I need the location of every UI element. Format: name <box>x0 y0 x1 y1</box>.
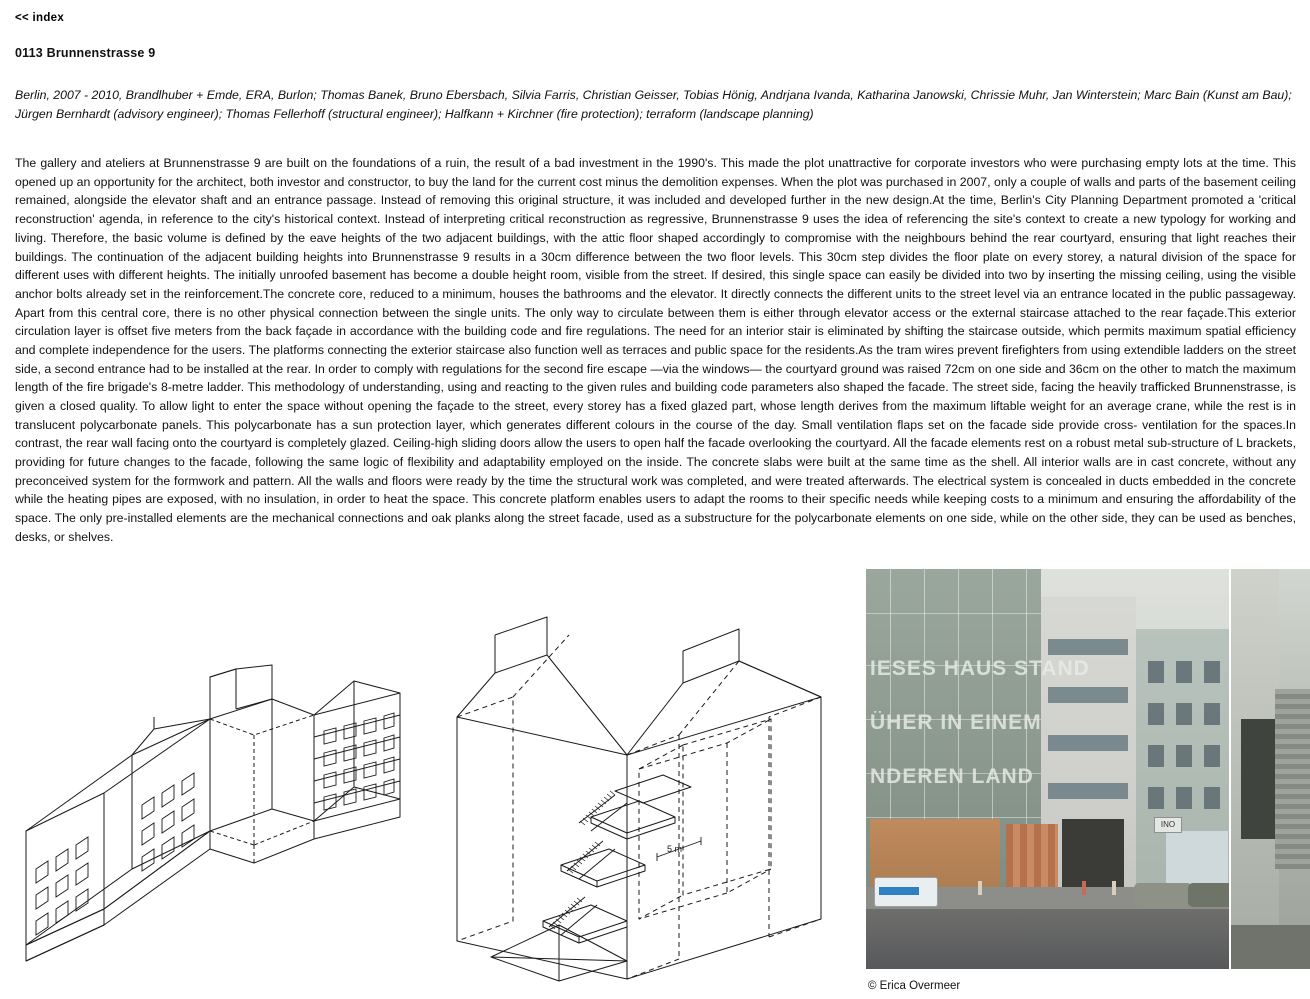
axonometric-volume-drawing <box>14 569 439 989</box>
axonometric-volume-figure <box>14 569 439 989</box>
banner-line-2: ÜHER IN EINEM <box>870 710 1042 734</box>
pedestrian-2 <box>1082 881 1086 895</box>
street-facade-photo <box>866 569 1229 969</box>
parked-car-2 <box>1188 883 1229 907</box>
axonometric-staircase-drawing <box>439 569 864 989</box>
index-back-link[interactable]: << index <box>15 12 65 24</box>
parked-van <box>874 877 938 907</box>
shop-sign: INO <box>1154 817 1182 833</box>
project-description: The gallery and ateliers at Brunnenstrasse 9 are built on the foundations of a ruin, the result of a bad investment in the 1990's. This made the plot unattractive for corporate investors who were purchasing empty lots at the time. This opened up an opportunity for the architect, both investor and constructor, to buy the land for the current cost minus the demolition expenses. When the plot was purchased in 2007, only a couple of walls and parts of the basement ceiling remained, alongside the elevator shaft and an entrance passage. Instead of removing this original structure, it was included and developed further in the new design.At the time, Berlin's City Planning Department promoted a 'critical reconstruction' agenda, in reference to the city's historical context. Instead of interpreting critical reconstruction as regressive, Brunnenstrasse 9 uses the idea of referencing the site's context to create a new typology for working and living. Therefore, the basic volume is defined by the eave heights of the two adjacent buildings, with the attic floor shaped accordingly to compromise with the neighbours behind the rear courtyard, ensuring that light reaches their buildings. The continuation of the adjacent building heights into Brunnenstrasse 9 results in a 30cm difference between the two floor levels. This 30cm step divides the floor plate on every storey, a natural division of the space for different uses with different heights. The initially unroofed basement has become a double height room, visible from the street. If desired, this single space can easily be divided into two by inserting the missing ceiling, using the visible anchor bolts already set in the reinforcement.The concrete core, reduced to a minimum, houses the bathrooms and the elevator. It directly connects the different units to the street level via an entrance located in the public passageway. Apart from this central core, there is no other physical connection between the single units. The only way to circulate between them is either through elevator access or the external staircase attached to the rear façade.This exterior circulation layer is offset five meters from the back façade in accordance with the building code and fire regulations. The need for an interior stair is eliminated by shifting the staircase outside, which permits maximum spatial efficiency and complete independence for the users. The platforms connecting the exterior staircase also function well as terraces and public space for the residents.As the tram wires prevent firefighters from using extendible ladders on the street side, a second entrance had to be installed at the rear. In order to comply with regulations for the second fire escape —via the windows— the courtyard ground was raised 72cm on one side and 36cm on the other to match the maximum length of the fire brigade's 8-metre ladder. This methodology of understanding, using and reacting to the given rules and building code parameters also shaped the facade. The street side, facing the heavily trafficked Brunnenstrasse, is given a closed quality. To allow light to enter the space without opening the façade to the street, every storey has a fixed glazed part, whose length derives from the maximum liftable weight for an average crane, while the rest is in translucent polycarbonate panels. This polycarbonate has a sun protection layer, which generates different colours in the course of the day. Small ventilation flaps set on the facade side provide cross- ventilation for the spaces.In contrast, the rear wall facing onto the courtyard is completely glazed. Ceiling-high sliding doors allow the users to open half the facade overlooking the courtyard. All the facade elements rest on a robust metal sub-structure of L brackets, providing for future changes to the facade, following the same logic of flexibility and adaptability employed on the inside. The concrete slabs were built at the same time as the shell. All interior walls are in cast concrete, without any preconceived system for the formwork and pattern. All the walls and floors were ready by the time the structural work was completed, and were treated afterwards. The electrical system is concealed in ducts embedded in the concrete while the heating pipes are exposed, with no insulation, in order to heat the space. This concrete platform enables users to adapt the rooms to their specific needs while keeping costs to a minimum and ensuring the affordability of the space. The only pre-installed elements are the mechanical connections and oak planks along the street facade, used as a substructure for the polycarbonate elements on one side, while on the other side, they can be used as benches, desks, or shelves. <box>15 156 1296 544</box>
courtyard-staircase-photo <box>1231 569 1310 969</box>
figure-row <box>14 569 1296 999</box>
pedestrian-3 <box>1112 881 1116 895</box>
parked-car-1 <box>1134 883 1192 907</box>
project-credits: Berlin, 2007 - 2010, Brandlhuber + Emde, ERA, Burlon; Thomas Banek, Bruno Ebersbach, Silvia Farris, Christian Geisser, Tobias Hönig, Andrjana Ivanda, Katharina Janowski, Chrissie Muhr, Jan Winterstein; Marc Bain (Kunst am Bau); Jürgen Bernhardt (advisory engineer); Thomas Fellerhoff (structural engineer); Halfkann + Kirchner (fire protection); terraform (landscape planning) <box>15 88 1292 122</box>
courtyard-ground <box>1231 925 1310 969</box>
axonometric-staircase-figure <box>439 569 864 989</box>
street-asphalt <box>866 909 1229 969</box>
courtyard-opening <box>1241 719 1275 839</box>
pedestrian-1 <box>978 881 982 895</box>
photo-group <box>866 569 1310 992</box>
exterior-staircase <box>1275 689 1310 869</box>
banner-line-1: IESES HAUS STAND <box>870 656 1090 680</box>
page-title: 0113 Brunnenstrasse 9 <box>15 46 156 60</box>
banner-line-3: NDEREN LAND <box>870 764 1034 788</box>
photo-credit: © Erica Overmeer <box>868 979 961 992</box>
dimension-label-5m: 5 m <box>667 843 683 854</box>
